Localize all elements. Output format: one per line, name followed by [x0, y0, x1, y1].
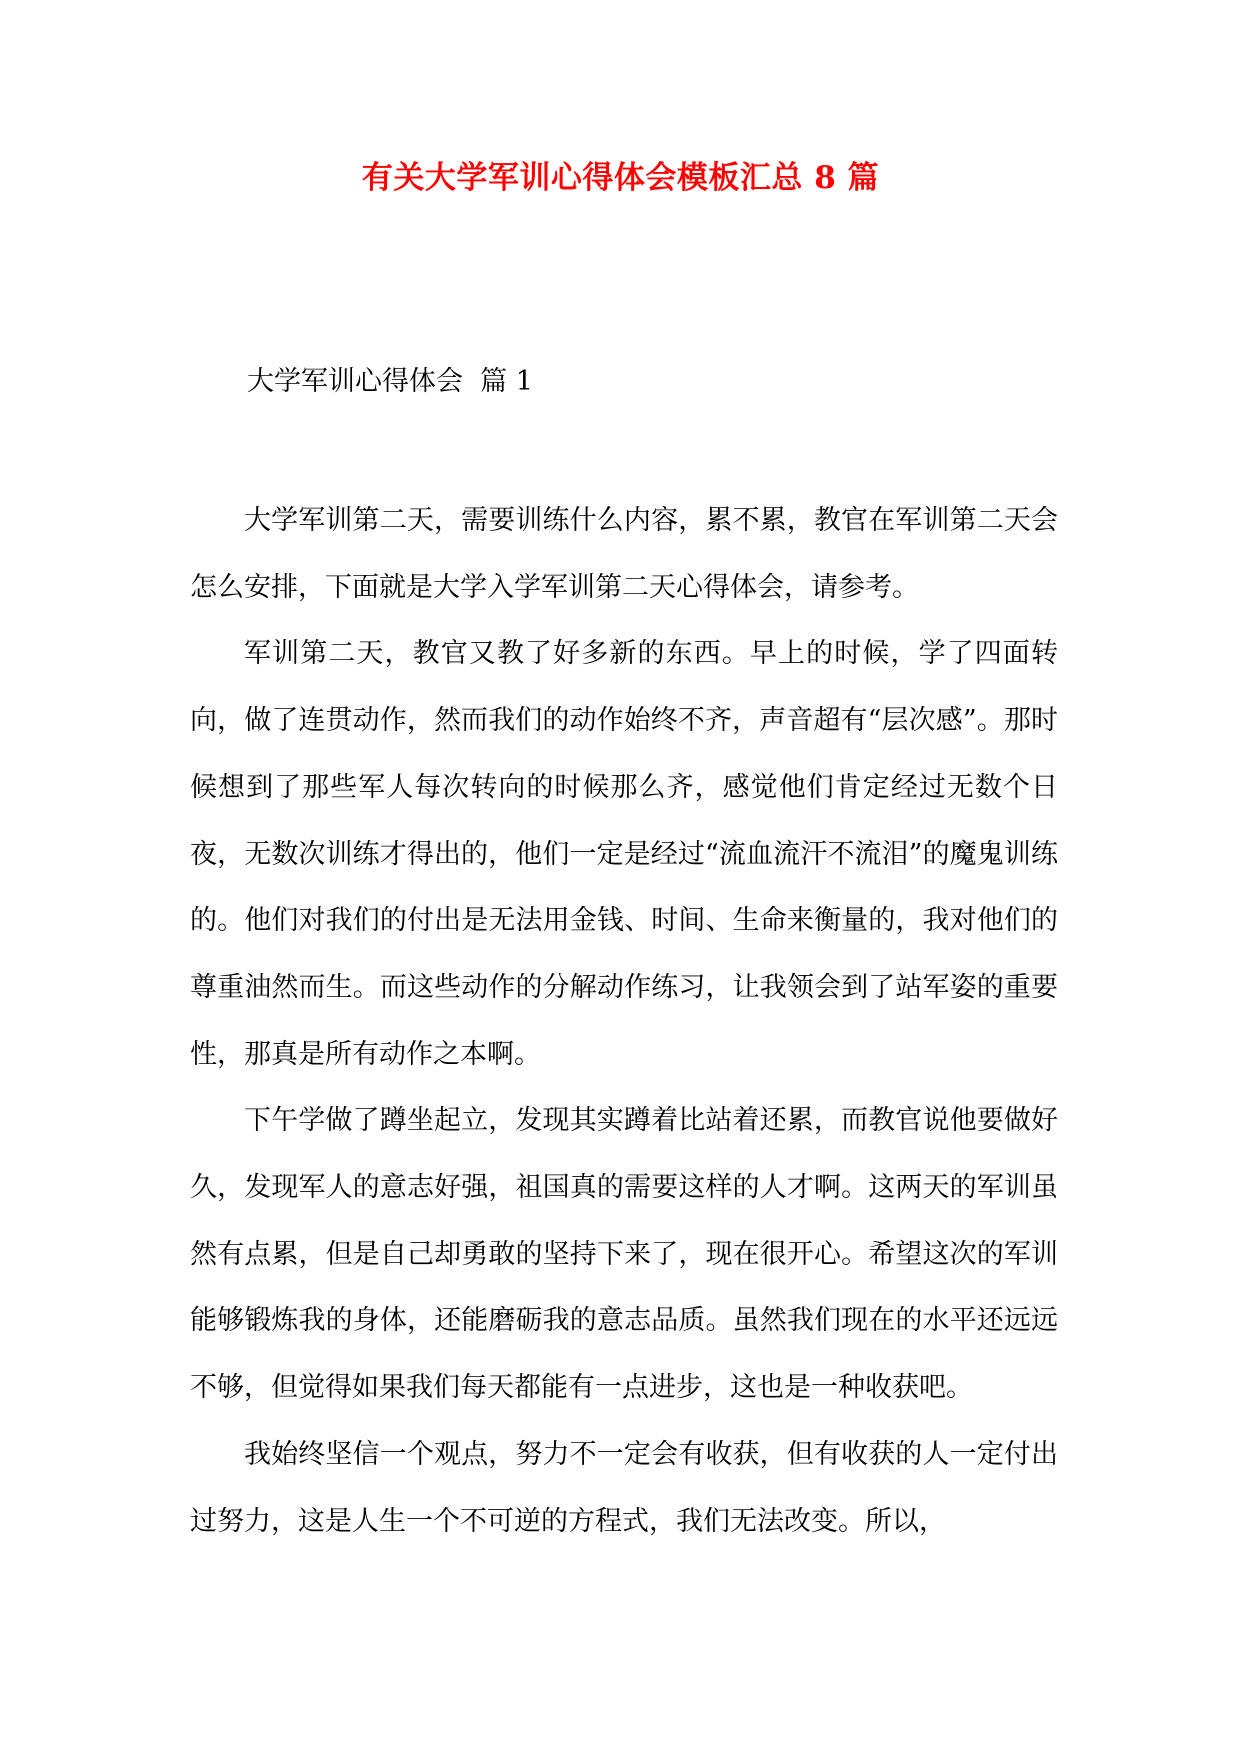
paragraph-2: 军训第二天，教官又教了好多新的东西。早上的时候，学了四面转向，做了连贯动作，然而我们的动作始终不齐，声音超有“层次感”。那时候想到了那些军人每次转向的时候那么齐，感觉他们肯定经过无数个日夜，无数次训练才得出的，他们一定是经过“流血流汗不流泪”的魔鬼训练的。他们对我们的付出是无法用金钱、时间、生命来衡量的，我对他们的尊重油然而生。而这些动作的分解动作练习，让我领会到了站军姿的重要性，那真是所有动作之本啊。: [190, 638, 1058, 1070]
section-heading: 大学军训心得体会 篇 1: [247, 366, 533, 397]
paragraph-3: 下午学做了蹲坐起立，发现其实蹲着比站着还累，而教官说他要做好久，发现军人的意志好强，祖国真的需要这样的人才啊。这两天的军训虽然有点累，但是自己却勇敢的坚持下来了，现在很开心。希望这次的军训能够锻炼我的身体，还能磨砺我的意志品质。虽然我们现在的水平还远远不够，但觉得如果我们每天都能有一点进步，这也是一种收获吧。: [190, 1105, 1058, 1404]
paragraph-4: 我始终坚信一个观点，努力不一定会有收获，但有收获的人一定付出过努力，这是人生一个不可逆的方程式，我们无法改变。所以，: [190, 1438, 1058, 1537]
document-body: [190, 488, 1058, 1555]
document-title: 有关大学军训心得体会模板汇总 8 篇: [361, 160, 880, 196]
paragraph-1: 大学军训第二天，需要训练什么内容，累不累，教官在军训第二天会怎么安排，下面就是大学入学军训第二天心得体会，请参考。: [190, 505, 1058, 603]
